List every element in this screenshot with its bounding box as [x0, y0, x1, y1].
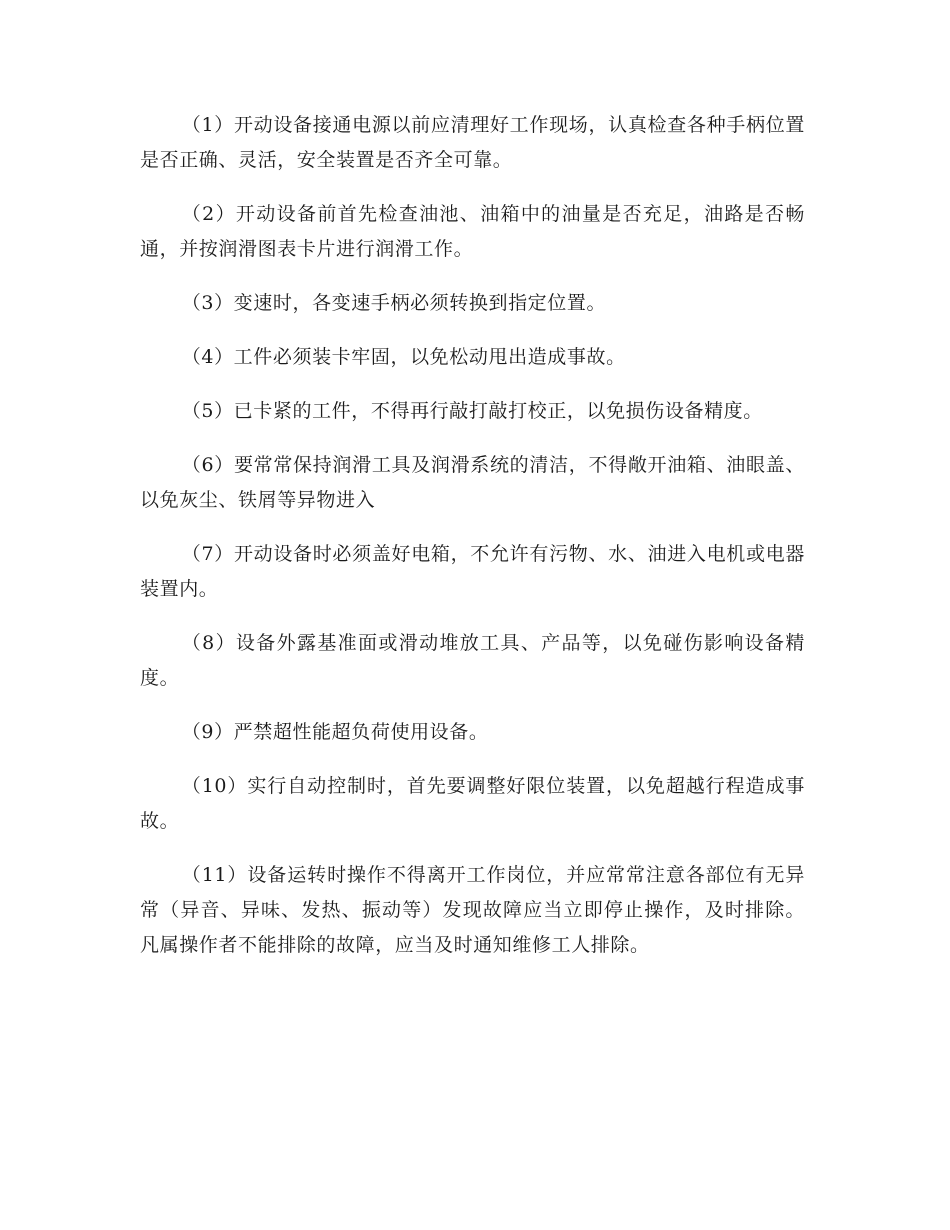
- paragraph-6: （6）要常常保持润滑工具及润滑系统的清洁，不得敞开油箱、油眼盖、以免灰尘、铁屑等异物进入: [140, 454, 805, 511]
- paragraph-5: （5）已卡紧的工件，不得再行敲打敲打校正，以免损伤设备精度。: [181, 400, 763, 422]
- paragraph-8: （8）设备外露基准面或滑动堆放工具、产品等，以免碰伤影响设备精度。: [140, 632, 805, 689]
- paragraph-2: （2）开动设备前首先检查油池、油箱中的油量是否充足，油路是否畅通，并按润滑图表卡片进行润滑工作。: [140, 203, 805, 260]
- document-body: [140, 108, 805, 982]
- paragraph-1: （1）开动设备接通电源以前应清理好工作现场，认真检查各种手柄位置是否正确、灵活，安全装置是否齐全可靠。: [140, 114, 805, 171]
- paragraph-11: （11）设备运转时操作不得离开工作岗位，并应常常注意各部位有无异常（异音、异味、发热、振动等）发现故障应当立即停止操作，及时排除。凡属操作者不能排除的故障，应当及时通知维修工人排除。: [140, 864, 805, 956]
- paragraph-3: （3）变速时，各变速手柄必须转换到指定位置。: [181, 292, 607, 314]
- paragraph-7: （7）开动设备时必须盖好电箱，不允许有污物、水、油进入电机或电器装置内。: [140, 543, 805, 600]
- paragraph-4: （4）工件必须装卡牢固，以免松动甩出造成事故。: [181, 346, 626, 368]
- paragraph-10: （10）实行自动控制时，首先要调整好限位装置，以免超越行程造成事故。: [140, 775, 805, 832]
- paragraph-9: （9）严禁超性能超负荷使用设备。: [181, 721, 489, 743]
